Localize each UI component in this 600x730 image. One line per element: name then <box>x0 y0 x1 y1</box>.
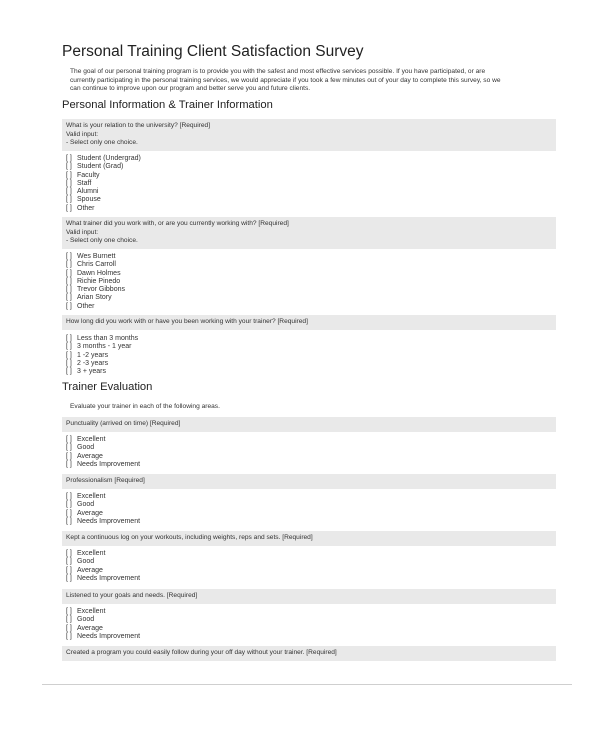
checkbox[interactable]: [ ] <box>66 368 72 376</box>
options-professionalism <box>66 493 140 526</box>
option-label: 3 + years <box>77 368 106 376</box>
option-alumni[interactable] <box>66 188 141 196</box>
question-text: What trainer did you work with, or are you currently working with? [Required] <box>66 220 289 227</box>
option-excellent[interactable] <box>66 608 140 616</box>
option-excellent[interactable] <box>66 550 140 558</box>
question-duration <box>62 315 556 330</box>
checkbox[interactable]: [ ] <box>66 574 72 582</box>
option-good[interactable] <box>66 558 140 566</box>
option-label: Chris Carroll <box>77 261 116 269</box>
option-other[interactable] <box>66 303 125 311</box>
option-2-3-years[interactable] <box>66 360 138 368</box>
option-trevor-gibbons[interactable] <box>66 286 125 294</box>
option-label: Alumni <box>77 188 99 196</box>
question-trainer <box>62 217 556 249</box>
question-text: How long did you work with or have you been working with your trainer? [Required] <box>66 318 308 325</box>
option-staff[interactable] <box>66 180 141 188</box>
options-trainer <box>66 253 125 311</box>
option-label: Student (Undergrad) <box>77 155 141 162</box>
option-label: Staff <box>77 179 92 187</box>
option-label: Excellent <box>77 550 106 557</box>
intro-line: The goal of our personal training program is to provide you with the safest and most effective services possible. If you have participated, or are <box>70 68 486 75</box>
page-title: Personal Training Client Satisfaction Survey <box>62 43 364 60</box>
question-professionalism <box>62 474 556 489</box>
option-label: Wes Burnett <box>77 253 116 260</box>
question-hint: - Select only one choice. <box>66 237 138 244</box>
intro-paragraph <box>70 68 550 94</box>
option-less-than-3-months[interactable] <box>66 335 138 343</box>
option-label: 1 -2 years <box>77 351 109 359</box>
option-label: Average <box>77 566 103 574</box>
option-label: Less than 3 months <box>77 335 139 342</box>
option-label: Good <box>77 616 95 624</box>
option-chris-carroll[interactable] <box>66 261 125 269</box>
option-label: Good <box>77 444 95 452</box>
checkbox[interactable]: [ ] <box>66 277 72 285</box>
option-good[interactable] <box>66 444 140 452</box>
options-punctuality <box>66 436 140 469</box>
option-label: Needs Improvement <box>77 460 141 468</box>
option-other[interactable] <box>66 205 141 213</box>
option-needs-improvement[interactable] <box>66 575 140 583</box>
question-text: Created a program you could easily follow during your off day without your trainer. [Required] <box>66 649 337 656</box>
section-title-personal-info: Personal Information & Trainer Information <box>62 99 273 111</box>
checkbox[interactable]: [ ] <box>66 517 72 525</box>
checkbox[interactable]: [ ] <box>66 566 72 574</box>
checkbox[interactable]: [ ] <box>66 550 72 557</box>
checkbox[interactable]: [ ] <box>66 294 72 302</box>
checkbox[interactable]: [ ] <box>66 608 72 615</box>
checkbox[interactable]: [ ] <box>66 460 72 468</box>
page-divider <box>42 684 572 685</box>
checkbox[interactable]: [ ] <box>66 624 72 632</box>
checkbox[interactable]: [ ] <box>66 269 72 277</box>
option-label: Average <box>77 509 103 517</box>
option-label: Excellent <box>77 493 106 500</box>
option-excellent[interactable] <box>66 493 140 501</box>
option-faculty[interactable] <box>66 172 141 180</box>
option-label: Needs Improvement <box>77 632 141 640</box>
checkbox[interactable]: [ ] <box>66 351 72 359</box>
question-relation <box>62 119 556 151</box>
option-average[interactable] <box>66 625 140 633</box>
option-richie-pinedo[interactable] <box>66 278 125 286</box>
option-label: Good <box>77 501 95 509</box>
question-text: What is your relation to the university? [Required] <box>66 122 211 129</box>
checkbox[interactable]: [ ] <box>66 204 72 212</box>
option-needs-improvement[interactable] <box>66 461 140 469</box>
checkbox[interactable]: [ ] <box>66 343 72 351</box>
checkbox[interactable]: [ ] <box>66 302 72 310</box>
option-label: Other <box>77 302 95 310</box>
checkbox[interactable]: [ ] <box>66 616 72 624</box>
option-label: Richie Pinedo <box>77 277 121 285</box>
question-text: Kept a continuous log on your workouts, including weights, reps and sets. [Required] <box>66 534 313 541</box>
option-excellent[interactable] <box>66 436 140 444</box>
option-student-undergrad[interactable] <box>66 155 141 163</box>
checkbox[interactable]: [ ] <box>66 452 72 460</box>
question-hint: - Select only one choice. <box>66 139 138 146</box>
option-label: Average <box>77 452 103 460</box>
option-needs-improvement[interactable] <box>66 633 140 641</box>
question-text: Punctuality (arrived on time) [Required] <box>66 420 181 427</box>
option-arian-story[interactable] <box>66 294 125 302</box>
checkbox[interactable]: [ ] <box>66 359 72 367</box>
option-label: Spouse <box>77 196 101 204</box>
option-average[interactable] <box>66 567 140 575</box>
option-dawn-holmes[interactable] <box>66 270 125 278</box>
option-label: Student (Grad) <box>77 163 124 171</box>
checkbox[interactable]: [ ] <box>66 163 72 171</box>
checkbox[interactable]: [ ] <box>66 188 72 196</box>
checkbox[interactable]: [ ] <box>66 286 72 294</box>
option-average[interactable] <box>66 510 140 518</box>
section-title-trainer-evaluation: Trainer Evaluation <box>62 381 153 393</box>
question-listened <box>62 589 556 604</box>
checkbox[interactable]: [ ] <box>66 436 72 443</box>
option-label: Good <box>77 558 95 566</box>
question-text: Professionalism [Required] <box>66 477 145 484</box>
checkbox[interactable]: [ ] <box>66 509 72 517</box>
option-good[interactable] <box>66 616 140 624</box>
option-label: Excellent <box>77 436 106 443</box>
option-1-2-years[interactable] <box>66 352 138 360</box>
option-label: Trevor Gibbons <box>77 286 125 294</box>
checkbox[interactable]: [ ] <box>66 444 72 452</box>
question-punctuality <box>62 417 556 432</box>
checkbox[interactable]: [ ] <box>66 196 72 204</box>
question-text: Listened to your goals and needs. [Required] <box>66 592 198 599</box>
intro-line: currently participating in the personal training services, we would appreciate if you took a few minutes out of your day to complete this survey, so we <box>70 76 501 84</box>
option-label: 3 months - 1 year <box>77 343 132 351</box>
checkbox[interactable]: [ ] <box>66 155 72 162</box>
question-program <box>62 646 556 661</box>
checkbox[interactable]: [ ] <box>66 632 72 640</box>
checkbox[interactable]: [ ] <box>66 171 72 179</box>
option-label: Average <box>77 624 103 632</box>
option-spouse[interactable] <box>66 196 141 204</box>
checkbox[interactable]: [ ] <box>66 261 72 269</box>
option-needs-improvement[interactable] <box>66 518 140 526</box>
options-listened <box>66 608 140 641</box>
options-relation <box>66 155 141 213</box>
checkbox[interactable]: [ ] <box>66 558 72 566</box>
option-3-months-1-year[interactable] <box>66 343 138 351</box>
options-duration <box>66 335 138 376</box>
option-label: Arian Story <box>77 294 112 302</box>
question-valid-input: Valid input: <box>66 228 99 236</box>
option-label: Needs Improvement <box>77 574 141 582</box>
question-workout-log <box>62 531 556 546</box>
option-3-plus-years[interactable] <box>66 368 138 376</box>
option-label: Excellent <box>77 608 106 615</box>
question-valid-input: Valid input: <box>66 130 99 138</box>
options-workout-log <box>66 550 140 583</box>
option-good[interactable] <box>66 501 140 509</box>
option-label: Faculty <box>77 171 100 179</box>
option-label: Other <box>77 204 95 212</box>
option-average[interactable] <box>66 453 140 461</box>
checkbox[interactable]: [ ] <box>66 335 72 342</box>
option-label: Needs Improvement <box>77 517 141 525</box>
checkbox[interactable]: [ ] <box>66 493 72 500</box>
intro-line: can continue to improve upon our program and better serve you and future clients. <box>70 85 311 92</box>
option-wes-burnett[interactable] <box>66 253 125 261</box>
checkbox[interactable]: [ ] <box>66 501 72 509</box>
section-note: Evaluate your trainer in each of the following areas. <box>70 403 220 410</box>
checkbox[interactable]: [ ] <box>66 253 72 260</box>
option-label: Dawn Holmes <box>77 269 121 277</box>
option-label: 2 -3 years <box>77 359 109 367</box>
checkbox[interactable]: [ ] <box>66 179 72 187</box>
option-student-grad[interactable] <box>66 163 141 171</box>
